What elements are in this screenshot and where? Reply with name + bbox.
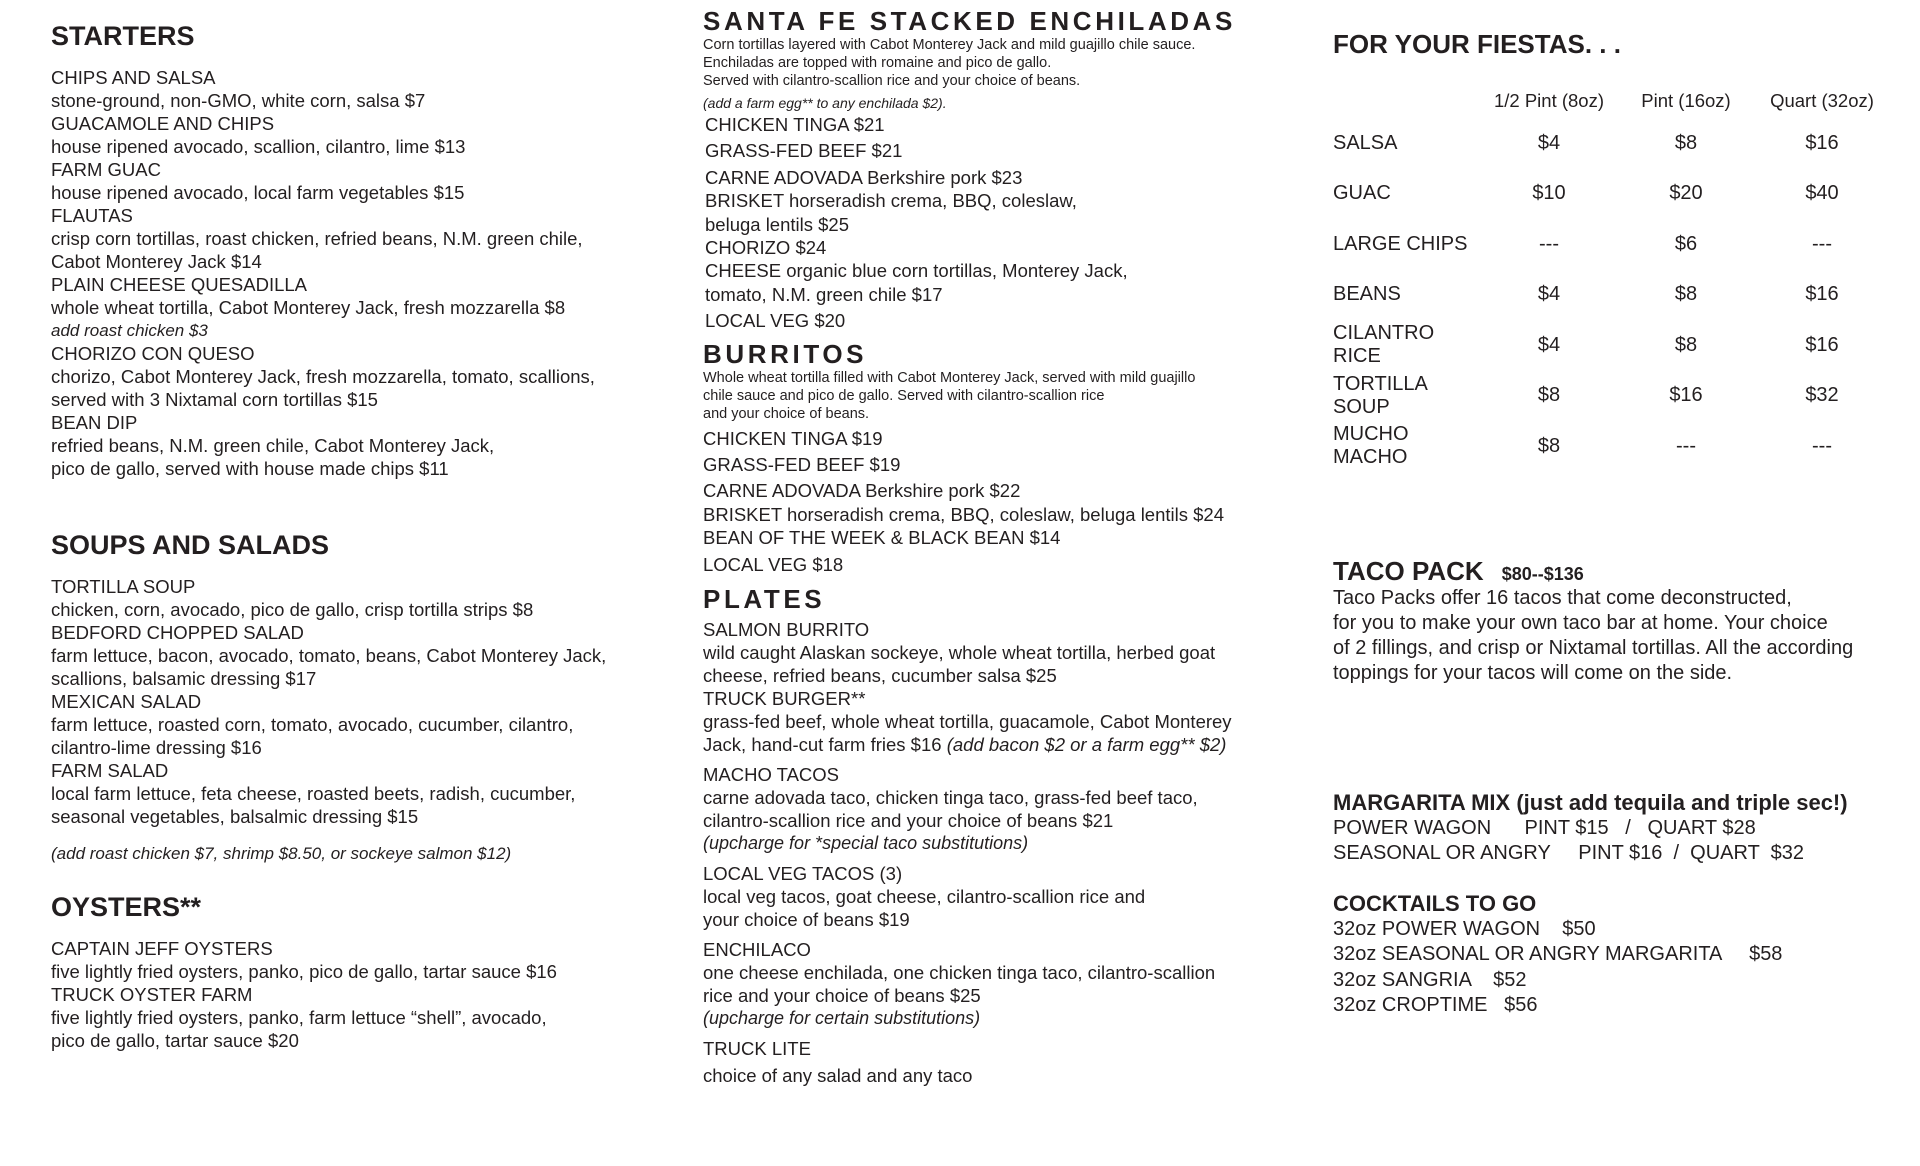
starters-heading: STARTERS	[51, 21, 195, 51]
table-cell: $20	[1669, 182, 1703, 205]
cocktail-line: 32oz SANGRIA $52	[1333, 968, 1527, 991]
enchiladas-heading: SANTA FE STACKED ENCHILADAS	[703, 6, 1236, 36]
menu-item-desc: house ripened avocado, local farm vegetables $15	[51, 182, 465, 203]
taco-pack-desc: for you to make your own taco bar at home. Your choice	[1333, 611, 1828, 634]
oysters-heading: OYSTERS**	[51, 892, 202, 922]
table-cell: $8	[1674, 283, 1698, 306]
table-row	[1333, 270, 1897, 321]
plate-desc: choice of any salad and any taco	[703, 1065, 973, 1087]
table-cell: $10	[1532, 182, 1566, 205]
cocktails-heading: COCKTAILS TO GO	[1333, 890, 1537, 916]
plate-desc: cheese, refried beans, cucumber salsa $25	[703, 665, 1057, 687]
enchilada-item: CHORIZO $24	[705, 237, 827, 259]
cocktails-section	[1333, 891, 1903, 1019]
table-header: Pint (16oz)	[1641, 90, 1731, 111]
taco-pack-desc: of 2 fillings, and crisp or Nixtamal tortillas. All the according	[1333, 636, 1854, 659]
plate-item	[703, 938, 1293, 1030]
plate-name: SALMON BURRITO	[703, 619, 870, 641]
table-cell: $8	[1537, 434, 1561, 457]
fiestas-heading: FOR YOUR FIESTAS. . .	[1333, 29, 1621, 59]
table-cell-name: BEANS	[1333, 283, 1401, 306]
menu-item-desc: five lightly fried oysters, panko, farm lettuce “shell”, avocado,	[51, 1007, 547, 1028]
plate-desc: wild caught Alaskan sockeye, whole wheat tortilla, herbed goat	[703, 642, 1216, 664]
burritos-heading: BURRITOS	[703, 338, 868, 369]
menu-item-name: CAPTAIN JEFF OYSTERS	[51, 938, 273, 959]
table-cell-name: TORTILLA SOUP	[1333, 372, 1427, 418]
taco-pack-price: $80--$136	[1501, 563, 1584, 584]
table-cell: ---	[1812, 232, 1832, 255]
table-cell-name: MUCHO MACHO	[1333, 423, 1409, 469]
margarita-heading: MARGARITA MIX (just add tequila and triple sec!)	[1333, 789, 1848, 815]
table-cell: ---	[1676, 434, 1696, 457]
menu-item-name: FARM GUAC	[51, 159, 161, 180]
enchilada-item: tomato, N.M. green chile $17	[705, 283, 943, 305]
plate-name: LOCAL VEG TACOS (3)	[703, 863, 903, 885]
menu-item-name: CHORIZO CON QUESO	[51, 343, 255, 364]
enchiladas-desc: Corn tortillas layered with Cabot Monterey Jack and mild guajillo chile sauce.	[703, 37, 1196, 53]
table-cell: $6	[1674, 232, 1698, 255]
enchiladas-note: (add a farm egg** to any enchilada $2).	[703, 95, 947, 111]
burrito-item: CARNE ADOVADA Berkshire pork $22	[703, 480, 1021, 502]
menu-item-name: GUACAMOLE AND CHIPS	[51, 113, 275, 134]
oysters-list	[51, 937, 671, 1052]
enchilada-item: LOCAL VEG $20	[705, 310, 846, 332]
table-cell: $16	[1669, 384, 1703, 407]
fiestas-header-row	[1333, 84, 1897, 118]
enchiladas-desc: Served with cilantro-scallion rice and your choice of beans.	[703, 73, 1081, 89]
plate-name: TRUCK LITE	[703, 1038, 811, 1060]
plate-desc: cilantro-scallion rice and your choice of beans $21	[703, 810, 1114, 832]
menu-item-desc: refried beans, N.M. green chile, Cabot Monterey Jack,	[51, 435, 495, 456]
plate-desc: local veg tacos, goat cheese, cilantro-scallion rice and	[703, 886, 1146, 908]
plate-note: (upcharge for *special taco substitutions)	[703, 833, 1029, 854]
burrito-item: BRISKET horseradish crema, BBQ, coleslaw, beluga lentils $24	[703, 503, 1224, 525]
menu-item-name: TORTILLA SOUP	[51, 576, 196, 597]
menu-item-desc: pico de gallo, tartar sauce $20	[51, 1030, 299, 1051]
menu-item-desc: served with 3 Nixtamal corn tortillas $15	[51, 389, 378, 410]
menu-item-desc: seasonal vegetables, balsalmic dressing $15	[51, 806, 419, 827]
plates-list	[703, 618, 1293, 1087]
enchilada-item: CARNE ADOVADA Berkshire pork $23	[705, 166, 1023, 188]
cocktail-line: 32oz CROPTIME $56	[1333, 994, 1538, 1016]
burrito-item: BEAN OF THE WEEK & BLACK BEAN $14	[703, 527, 1061, 549]
table-cell: $4	[1537, 131, 1561, 154]
table-cell: ---	[1812, 434, 1832, 457]
menu-item-name: BEDFORD CHOPPED SALAD	[51, 622, 304, 643]
table-cell-name: CILANTRO RICE	[1333, 322, 1435, 368]
table-cell: $8	[1537, 384, 1561, 407]
table-row	[1333, 169, 1897, 220]
table-cell: $4	[1537, 333, 1561, 356]
menu-item-desc: farm lettuce, roasted corn, tomato, avocado, cucumber, cilantro,	[51, 714, 574, 735]
burritos-desc: Whole wheat tortilla filled with Cabot Monterey Jack, served with mild guajillo	[703, 369, 1196, 386]
table-cell: $16	[1805, 131, 1839, 154]
table-cell: $32	[1805, 384, 1839, 407]
plate-item	[703, 618, 1293, 687]
menu-item-desc: farm lettuce, bacon, avocado, tomato, beans, Cabot Monterey Jack,	[51, 645, 607, 666]
soups-salads-list	[51, 575, 671, 865]
soups-addon-note: (add roast chicken $7, shrimp $8.50, or sockeye salmon $12)	[51, 844, 512, 863]
plate-item	[703, 687, 1293, 756]
plate-name: TRUCK BURGER**	[703, 688, 866, 710]
table-cell-name: GUAC	[1333, 182, 1391, 205]
burrito-item: LOCAL VEG $18	[703, 553, 844, 575]
menu-item-name: CHIPS AND SALSA	[51, 67, 216, 88]
plate-note: (upcharge for certain substitutions)	[703, 1008, 981, 1029]
plate-desc: your choice of beans $19	[703, 909, 910, 931]
table-header: 1/2 Pint (8oz)	[1493, 90, 1605, 111]
menu-item-desc: stone-ground, non-GMO, white corn, salsa $7	[51, 90, 426, 111]
table-row	[1333, 421, 1897, 472]
table-cell: $40	[1805, 182, 1839, 205]
menu-item-name: TRUCK OYSTER FARM	[51, 984, 253, 1005]
plate-desc: grass-fed beef, whole wheat tortilla, guacamole, Cabot Monterey	[703, 711, 1232, 733]
enchilada-item: GRASS-FED BEEF $21	[705, 140, 903, 162]
margarita-section	[1333, 790, 1903, 867]
plate-desc: carne adovada taco, chicken tinga taco, grass-fed beef taco,	[703, 787, 1198, 809]
menu-item-desc: whole wheat tortilla, Cabot Monterey Jack, fresh mozzarella $8	[51, 297, 566, 318]
table-cell-name: SALSA	[1333, 131, 1398, 154]
table-row	[1333, 118, 1897, 169]
plate-desc: rice and your choice of beans $25	[703, 985, 981, 1007]
menu-item-desc: five lightly fried oysters, panko, pico de gallo, tartar sauce $16	[51, 961, 557, 982]
cocktail-line: 32oz SEASONAL OR ANGRY MARGARITA $58	[1333, 943, 1783, 965]
enchiladas-desc: Enchiladas are topped with romaine and pico de gallo.	[703, 55, 1052, 71]
menu-item-desc: scallions, balsamic dressing $17	[51, 668, 317, 689]
table-row	[1333, 219, 1897, 270]
plate-desc-line	[703, 733, 1293, 756]
table-header: Quart (32oz)	[1770, 90, 1874, 111]
plate-name: ENCHILACO	[703, 939, 811, 961]
taco-pack-desc: toppings for your tacos will come on the side.	[1333, 661, 1733, 684]
left-column	[51, 20, 671, 1052]
taco-pack-desc: Taco Packs offer 16 tacos that come deconstructed,	[1333, 586, 1792, 609]
table-cell-name: LARGE CHIPS	[1333, 232, 1468, 255]
fiestas-table	[1333, 84, 1897, 472]
burritos-list	[703, 427, 1293, 576]
menu-item-name: FARM SALAD	[51, 760, 169, 781]
plate-desc: Jack, hand-cut farm fries $16	[703, 734, 947, 756]
table-cell: ---	[1539, 232, 1559, 255]
enchilada-item: CHEESE organic blue corn tortillas, Monterey Jack,	[705, 260, 1128, 282]
burrito-item: CHICKEN TINGA $19	[703, 427, 883, 449]
plates-heading: PLATES	[703, 584, 826, 615]
table-cell: $16	[1805, 283, 1839, 306]
soups-salads-heading: SOUPS AND SALADS	[51, 530, 330, 560]
burrito-item: GRASS-FED BEEF $19	[703, 454, 901, 476]
taco-pack-heading: TACO PACK	[1333, 555, 1484, 586]
cocktail-line: 32oz POWER WAGON $50	[1333, 917, 1596, 940]
table-cell: $8	[1674, 333, 1698, 356]
plate-item	[703, 763, 1293, 855]
menu-item-name: MEXICAN SALAD	[51, 691, 202, 712]
enchiladas-list	[703, 113, 1293, 333]
plate-name: MACHO TACOS	[703, 764, 840, 786]
plate-item	[703, 1037, 1293, 1087]
table-cell: $4	[1537, 283, 1561, 306]
table-header-blank	[1333, 84, 1473, 118]
menu-item-name: PLAIN CHEESE QUESADILLA	[51, 274, 308, 295]
table-cell: $16	[1805, 333, 1839, 356]
menu-item-note: add roast chicken $3	[51, 321, 208, 340]
plate-desc: one cheese enchilada, one chicken tinga taco, cilantro-scallion	[703, 962, 1216, 984]
burritos-desc: chile sauce and pico de gallo. Served with cilantro-scallion rice	[703, 387, 1105, 404]
table-row	[1333, 320, 1897, 371]
enchilada-item: CHICKEN TINGA $21	[705, 114, 885, 135]
menu-item-desc: crisp corn tortillas, roast chicken, refried beans, N.M. green chile,	[51, 228, 583, 249]
margarita-line: POWER WAGON PINT $15 / QUART $28	[1333, 816, 1756, 839]
menu-item-desc: local farm lettuce, feta cheese, roasted beets, radish, cucumber,	[51, 783, 576, 804]
menu-item-desc: Cabot Monterey Jack $14	[51, 251, 262, 272]
taco-pack-section	[1333, 556, 1903, 686]
table-cell: $8	[1674, 131, 1698, 154]
menu-item-desc: cilantro-lime dressing $16	[51, 737, 262, 758]
starters-list	[51, 66, 671, 480]
menu-item-desc: house ripened avocado, scallion, cilantro, lime $13	[51, 136, 466, 157]
burritos-desc: and your choice of beans.	[703, 405, 870, 422]
plate-item	[703, 862, 1293, 931]
menu-item-desc: chorizo, Cabot Monterey Jack, fresh mozzarella, tomato, scallions,	[51, 366, 595, 387]
menu-item-desc: chicken, corn, avocado, pico de gallo, crisp tortilla strips $8	[51, 599, 534, 620]
enchilada-item: BRISKET horseradish crema, BBQ, coleslaw,	[705, 190, 1077, 212]
plate-addon-note: (add bacon $2 or a farm egg** $2)	[946, 734, 1227, 756]
table-row	[1333, 371, 1897, 422]
right-column	[1333, 30, 1903, 1019]
menu-item-name: FLAUTAS	[51, 205, 133, 226]
middle-column	[703, 6, 1293, 1094]
menu-item-desc: pico de gallo, served with house made chips $11	[51, 458, 449, 479]
enchilada-item: beluga lentils $25	[705, 213, 849, 235]
menu-item-name: BEAN DIP	[51, 412, 138, 433]
margarita-line: SEASONAL OR ANGRY PINT $16 / QUART $32	[1333, 842, 1804, 864]
